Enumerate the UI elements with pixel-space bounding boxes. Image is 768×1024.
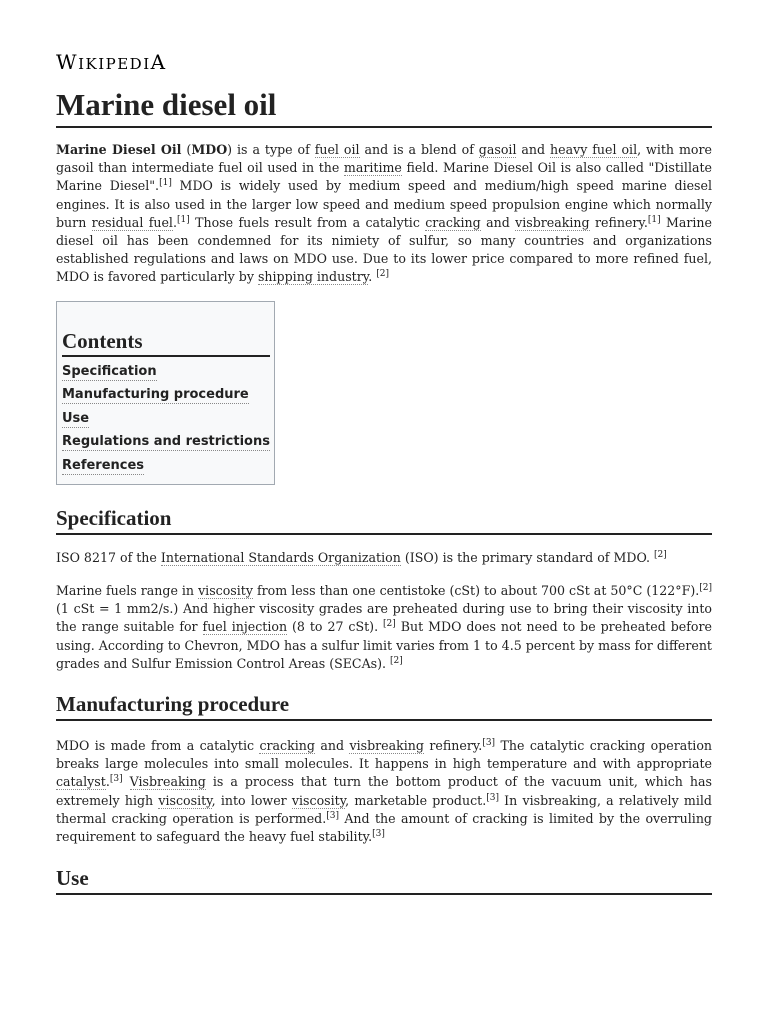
link-viscosity[interactable]: viscosity (198, 583, 253, 598)
citation-ref[interactable]: [3] (372, 829, 385, 840)
link-fuel-injection[interactable]: fuel injection (202, 619, 288, 635)
article-subject: Marine Diesel Oil (56, 142, 182, 157)
text: MDO is widely used by medium speed and medium/high speed marine diesel engines. It is also used in the larger low speed and medium speed propulsion engine which normally burn (56, 178, 713, 230)
text: ISO 8217 of the (56, 550, 161, 565)
toc-item-specification[interactable]: Specification (62, 364, 157, 379)
text: ) is a type of (227, 142, 315, 157)
text: . (105, 774, 110, 790)
section-heading-use: Use (56, 865, 712, 895)
text: Marine diesel oil has been condemned for its nimiety of sulfur, so many countries and organizations established regulations and laws on MDO use. Due to its lower price compared to more refined fuel, MDO is favored particularly by (56, 214, 713, 285)
link-viscosity[interactable]: viscosity (158, 792, 212, 808)
intro-paragraph (56, 141, 712, 287)
link-gasoil[interactable]: gasoil (478, 142, 517, 157)
text: and is a blend of (359, 142, 479, 157)
text: . (368, 269, 377, 285)
text: Marine fuels range in (56, 583, 199, 598)
citation-ref[interactable]: [3] (486, 792, 499, 803)
citation-ref[interactable]: [2] (383, 619, 396, 630)
link-cracking[interactable]: cracking (425, 214, 481, 230)
citation-ref[interactable]: [3] (482, 738, 496, 748)
page-title: Marine diesel oil (56, 86, 712, 128)
text: But MDO does not need to be preheated before using. According to Chevron, MDO has a sulfur limit varies from 1 to 4.5 percent by mass for different grades and Sulfur Emission Control Areas (SECAs). (56, 619, 712, 671)
wordmark-last-letter: A (150, 50, 167, 74)
citation-ref[interactable]: [3] (109, 774, 123, 785)
citation-ref[interactable]: [2] (376, 269, 389, 280)
toc-item-references[interactable]: References (62, 458, 145, 473)
text: and (516, 142, 551, 157)
link-cracking[interactable]: cracking (259, 738, 315, 753)
link-maritime[interactable]: maritime (343, 160, 402, 176)
toc-title: Contents (62, 328, 270, 357)
text (123, 774, 130, 789)
text: MDO is made from a catalytic (56, 738, 260, 753)
citation-ref[interactable]: [2] (390, 655, 403, 666)
article-abbreviation: MDO (191, 142, 228, 157)
text: . (172, 214, 177, 230)
text: And the amount of cracking is limited by the overruling requirement to safeguard the heavy fuel stability. (56, 810, 712, 845)
table-of-contents (56, 301, 275, 485)
text: field. Marine Diesel Oil is also called "Distillate Marine Diesel". (56, 160, 712, 194)
citation-ref[interactable]: [2] (654, 550, 667, 560)
toc-item-use[interactable]: Use (62, 411, 90, 426)
link-visbreaking[interactable]: visbreaking (515, 214, 590, 230)
manufacturing-paragraph (56, 737, 712, 846)
toc-item-manufacturing-procedure[interactable]: Manufacturing procedure (62, 387, 249, 402)
text: , with more gasoil than intermediate fuel oil used in the (56, 142, 712, 176)
text: In visbreaking, a relatively mild thermal cracking operation is performed. (56, 792, 712, 826)
text: from less than one centistoke (cSt) to about 700 cSt at 50°C (122°F). (252, 583, 700, 598)
link-heavy-fuel-oil[interactable]: heavy fuel oil (550, 142, 638, 157)
text: (1 cSt = 1 mm2/s.) And higher viscosity grades are preheated during use to bring their viscosity into the range suitable for (56, 601, 712, 635)
text: , marketable product. (345, 792, 487, 808)
link-iso[interactable]: International Standards Organization (160, 550, 401, 565)
wikipedia-wordmark[interactable] (56, 50, 167, 74)
specification-paragraph-1 (56, 549, 712, 567)
text: Those fuels result from a catalytic (189, 214, 426, 230)
link-residual-fuel[interactable]: residual fuel (91, 214, 173, 230)
link-visbreaking-2[interactable]: Visbreaking (129, 774, 206, 790)
text: ( (181, 142, 192, 157)
text: and (314, 738, 350, 753)
citation-ref[interactable]: [3] (326, 810, 339, 821)
citation-ref[interactable]: [1] (176, 214, 190, 225)
link-shipping-industry[interactable]: shipping industry (257, 269, 369, 285)
text: refinery. (589, 214, 648, 230)
text: (8 to 27 cSt). (287, 619, 384, 635)
wordmark-first-letter: W (56, 50, 79, 74)
section-heading-specification: Specification (56, 505, 712, 535)
citation-ref[interactable]: [2] (699, 583, 712, 593)
text: refinery. (423, 738, 483, 753)
citation-ref[interactable]: [1] (647, 214, 661, 225)
link-catalyst[interactable]: catalyst (56, 774, 106, 790)
text: and (480, 214, 516, 230)
link-fuel-oil[interactable]: fuel oil (314, 142, 360, 157)
text: The catalytic cracking operation breaks large molecules into small molecules. It happens in high temperature and with appropriate (56, 738, 713, 772)
text: , into lower (211, 792, 292, 808)
text: is a process that turn the bottom product of the vacuum unit, which has extremely high (56, 774, 712, 808)
specification-paragraph-2 (56, 582, 712, 673)
section-heading-manufacturing: Manufacturing procedure (56, 691, 712, 721)
link-visbreaking[interactable]: visbreaking (349, 738, 424, 753)
toc-item-regulations[interactable]: Regulations and restrictions (62, 434, 270, 449)
wordmark-middle: IKIPEDI (78, 55, 151, 73)
text: (ISO) is the primary standard of MDO. (400, 550, 655, 565)
link-viscosity-2[interactable]: viscosity (291, 792, 346, 808)
citation-ref[interactable]: [1] (159, 178, 172, 189)
